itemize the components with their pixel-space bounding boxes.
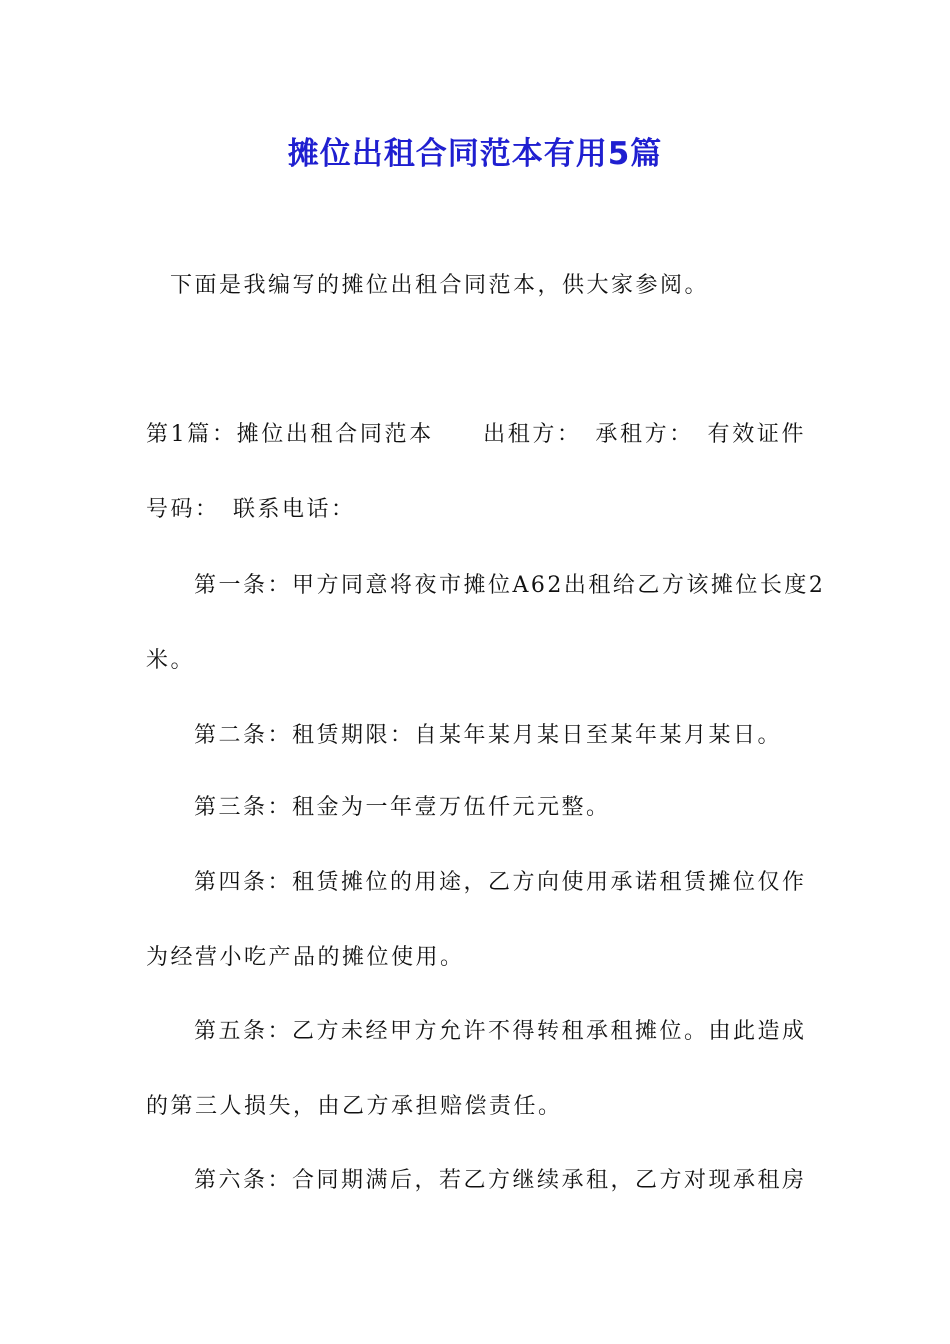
- document-title: 摊位出租合同范本有用5篇: [287, 136, 663, 172]
- clause-5-line-2: 的第三人损失，由乙方承担赔偿责任。: [146, 1094, 563, 1119]
- intro-paragraph: 下面是我编写的摊位出租合同范本，供大家参阅。: [170, 273, 710, 298]
- clause-3: 第三条：租金为一年壹万伍仟元元整。: [194, 795, 611, 820]
- clause-1-line-1: 第一条：甲方同意将夜市摊位A62出租给乙方该摊位长度2: [194, 573, 826, 598]
- clause-2: 第二条：租赁期限：自某年某月某日至某年某月某日。: [194, 723, 783, 748]
- clause-4-line-1: 第四条：租赁摊位的用途，乙方向使用承诺租赁摊位仅作: [194, 870, 807, 895]
- clause-5-line-1: 第五条：乙方未经甲方允许不得转租承租摊位。由此造成: [194, 1019, 807, 1044]
- clause-1-line-2: 米。: [146, 648, 196, 673]
- clause-6-line-1: 第六条：合同期满后，若乙方继续承租，乙方对现承租房: [194, 1168, 807, 1193]
- section-1-heading-line: 第1篇：摊位出租合同范本 出租方： 承租方： 有效证件: [146, 422, 806, 447]
- section-1-heading-line-cont: 号码： 联系电话：: [146, 497, 356, 522]
- clause-4-line-2: 为经营小吃产品的摊位使用。: [146, 945, 465, 970]
